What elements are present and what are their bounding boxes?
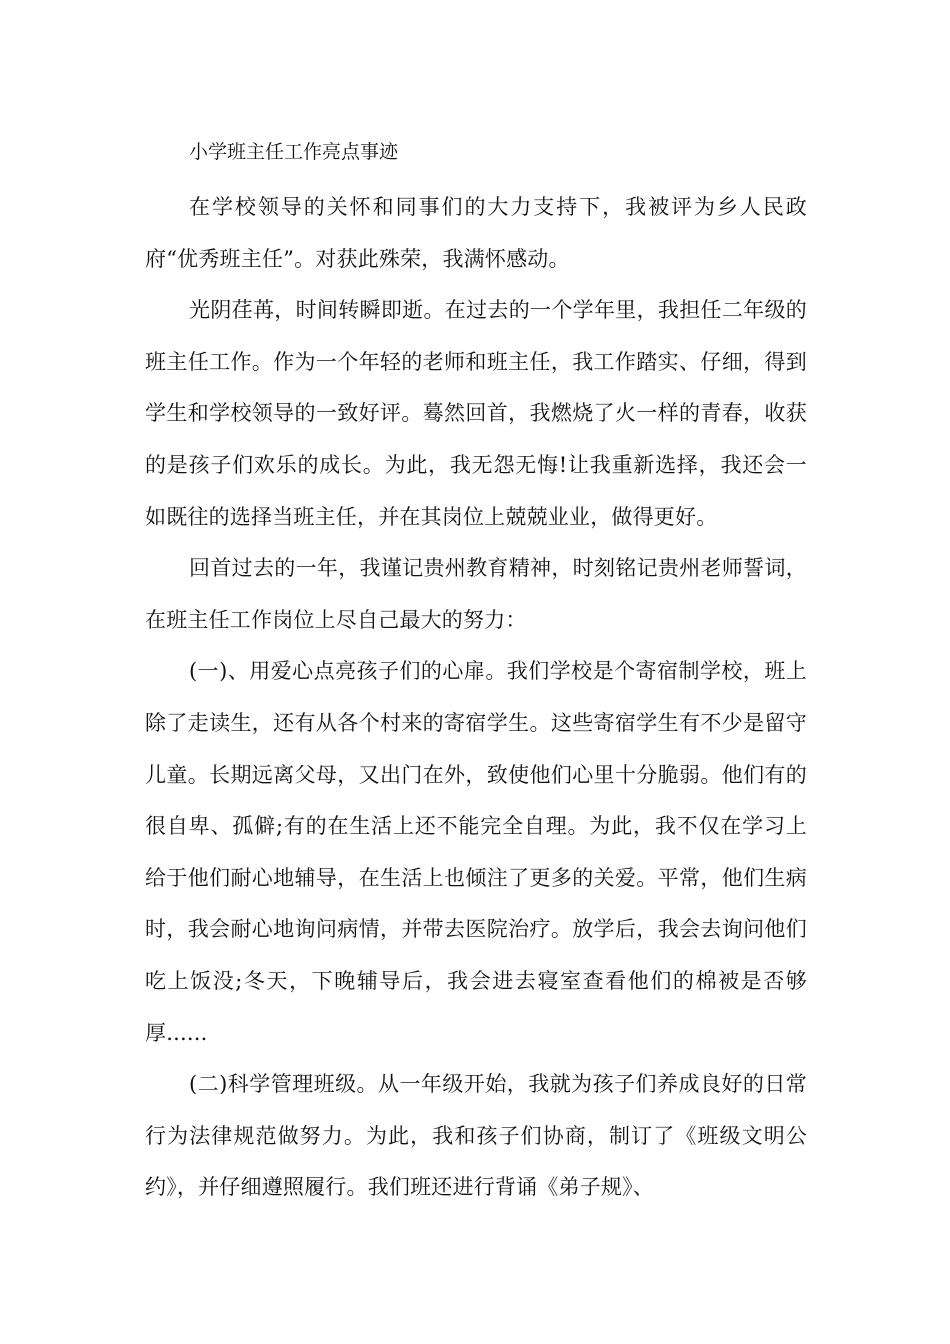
paragraph-review: 回首过去的一年，我谨记贵州教育精神，时刻铭记贵州老师誓词，在班主任工作岗位上尽自己最大的努力： bbox=[145, 556, 807, 632]
paragraph-section-one: (一)、用爱心点亮孩子们的心扉。我们学校是个寄宿制学校，班上除了走读生，还有从各个村来的寄宿学生。这些寄宿学生有不少是留守儿童。长期远离父母，又出门在外，致使他们心里十分脆弱。他们有的很自卑、孤僻;有的在生活上还不能完全自理。为此，我不仅在学习上给于他们耐心地辅导，在生活上也倾注了更多的关爱。平常，他们生病时，我会耐心地询问病情，并带去医院治疗。放学后，我会去询问他们吃上饭没;冬天，下晚辅导后，我会进去寝室查看他们的棉被是否够厚...... bbox=[145, 659, 807, 1045]
paragraph-award: 在学校领导的关怀和同事们的大力支持下，我被评为乡人民政府“优秀班主任”。对获此殊荣，我满怀感动。 bbox=[145, 195, 807, 271]
paragraph-reflection: 光阴荏苒，时间转瞬即逝。在过去的一个学年里，我担任二年级的班主任工作。作为一个年轻的老师和班主任，我工作踏实、仔细，得到学生和学校领导的一致好评。蓦然回首，我燃烧了火一样的青春，收获的是孩子们欢乐的成长。为此，我无怨无悔!让我重新选择，我还会一如既往的选择当班主任，并在其岗位上兢兢业业，做得更好。 bbox=[145, 298, 807, 529]
document-title: 小学班主任工作亮点事迹 bbox=[189, 141, 399, 163]
paragraph-section-two: (二)科学管理班级。从一年级开始，我就为孩子们养成良好的日常行为法律规范做努力。为此，我和孩子们协商，制订了《班级文明公约》，并仔细遵照履行。我们班还进行背诵《弟子规》、 bbox=[145, 1072, 807, 1200]
document-body bbox=[145, 132, 807, 1214]
